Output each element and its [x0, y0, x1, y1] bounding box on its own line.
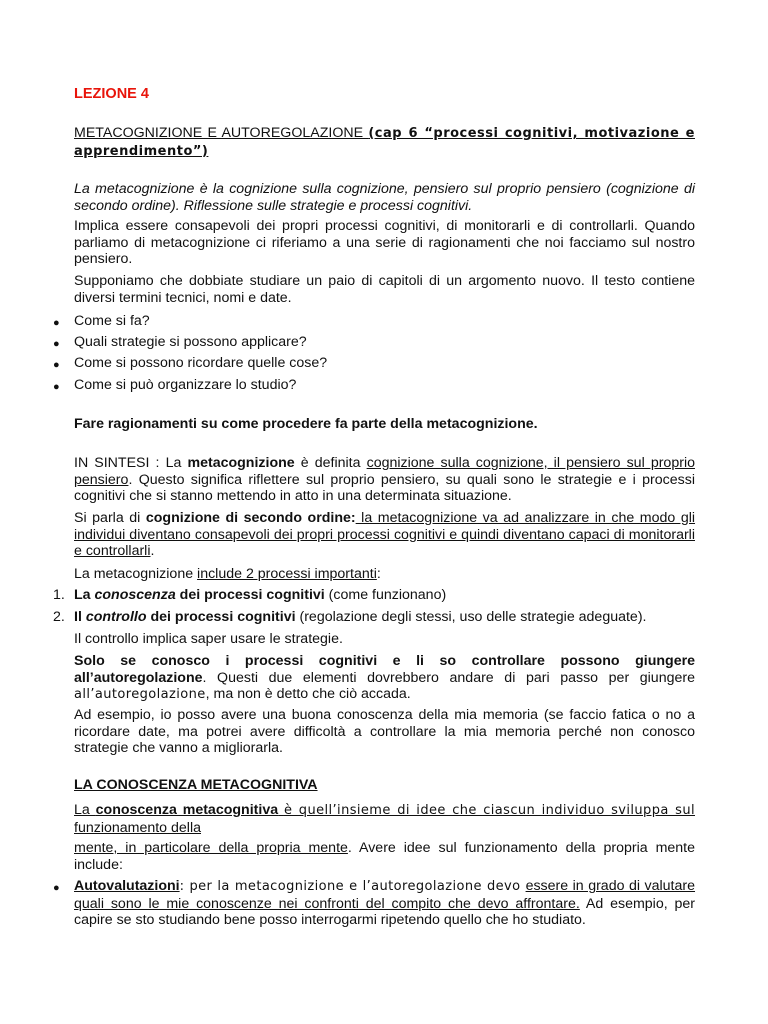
list-item: Come si può organizzare lo studio?	[74, 377, 297, 393]
section-heading-metacognition: METACOGNIZIONE E AUTOREGOLAZIONE (cap 6 “processi cognitivi, motivazione e apprendimento”)	[74, 125, 695, 159]
bullet-icon: ●	[53, 359, 60, 371]
definition-italic: La metacognizione è la cognizione sulla cognizione, pensiero sul proprio pensiero (cognizione di secondo ordine). Riflessione sulle strategie e processi cognitivi.	[74, 181, 695, 214]
paragraph-conoscenza: La conoscenza metacognitiva è quell’insieme di idee che ciascun individuo sviluppa sul funzionamento della	[74, 802, 695, 836]
paragraph-esempio: Ad esempio, io posso avere una buona conoscenza della mia memoria (se faccio fatica o no a ricordare date, ma potrei avere difficoltà a controllare la mia memoria perché non conosco strategie che vanno a migliorarla.	[74, 707, 695, 756]
list-item: Come si fa?	[74, 313, 150, 329]
bullet-icon: ●	[53, 882, 60, 894]
bullet-icon: ●	[53, 381, 60, 393]
paragraph-autovalutazioni: Autovalutazioni: per la metacognizione e l’autoregolazione devo essere in grado di valutare quali sono le mie conoscenze nei confronti del compito che devo affrontare. Ad esempio, per capire se sto studiando bene posso interrogarmi ripetendo quello che ho studiato.	[74, 878, 696, 928]
bullet-icon: ●	[53, 338, 60, 350]
paragraph-implica: Implica essere consapevoli dei propri processi cognitivi, di monitorarli e di controllarli. Quando parliamo di metacognizione ci riferiamo a una serie di ragionamenti che noi facciamo sul nostro pensiero.	[74, 218, 695, 267]
list-item: Come si possono ricordare quelle cose?	[74, 355, 328, 371]
paragraph-sintesi: IN SINTESI : La metacognizione è definita cognizione sulla cognizione, il pensiero sul proprio pensiero. Questo significa riflettere sul proprio pensiero, su quali sono le strategie e i processi cognitivi che si stanno mettendo in atto in una determinata situazione.	[74, 455, 695, 504]
paragraph-secondo-ordine: Si parla di cognizione di secondo ordine: la metacognizione va ad analizzare in che modo gli individui diventano consapevoli dei propri processi cognitivi e quindi diventano capaci di monitorarli e controllarli.	[74, 510, 696, 559]
list-item: Il controllo dei processi cognitivi (regolazione degli stessi, uso delle strategie adeguate).	[74, 609, 647, 625]
bold-statement: Fare ragionamenti su come procedere fa parte della metacognizione.	[74, 416, 538, 432]
list-item: Quali strategie si possono applicare?	[74, 334, 307, 350]
lesson-title: LEZIONE 4	[74, 86, 149, 102]
paragraph-supponiamo: Supponiamo che dobbiate studiare un paio di capitoli di un argomento nuovo. Il testo contiene diversi termini tecnici, nomi e date.	[74, 273, 695, 306]
paragraph-solo-se: Solo se conosco i processi cognitivi e li so controllare possono giungere all’autoregolazione. Questi due elementi dovrebbero andare di pari passo per giungere all’autoregolazione, ma non è detto che ciò accada.	[74, 653, 695, 702]
paragraph-controllo: Il controllo implica saper usare le strategie.	[74, 631, 343, 647]
paragraph-mente: mente, in particolare della propria mente. Avere idee sul funzionamento della propria mente include:	[74, 840, 696, 873]
paragraph-include: La metacognizione include 2 processi importanti:	[74, 566, 381, 582]
list-item: La conoscenza dei processi cognitivi (come funzionano)	[74, 587, 447, 603]
bullet-icon: ●	[53, 317, 60, 329]
list-number: 1.	[53, 587, 65, 603]
list-number: 2.	[53, 609, 65, 625]
section-heading-conoscenza: LA CONOSCENZA METACOGNITIVA	[74, 777, 318, 793]
